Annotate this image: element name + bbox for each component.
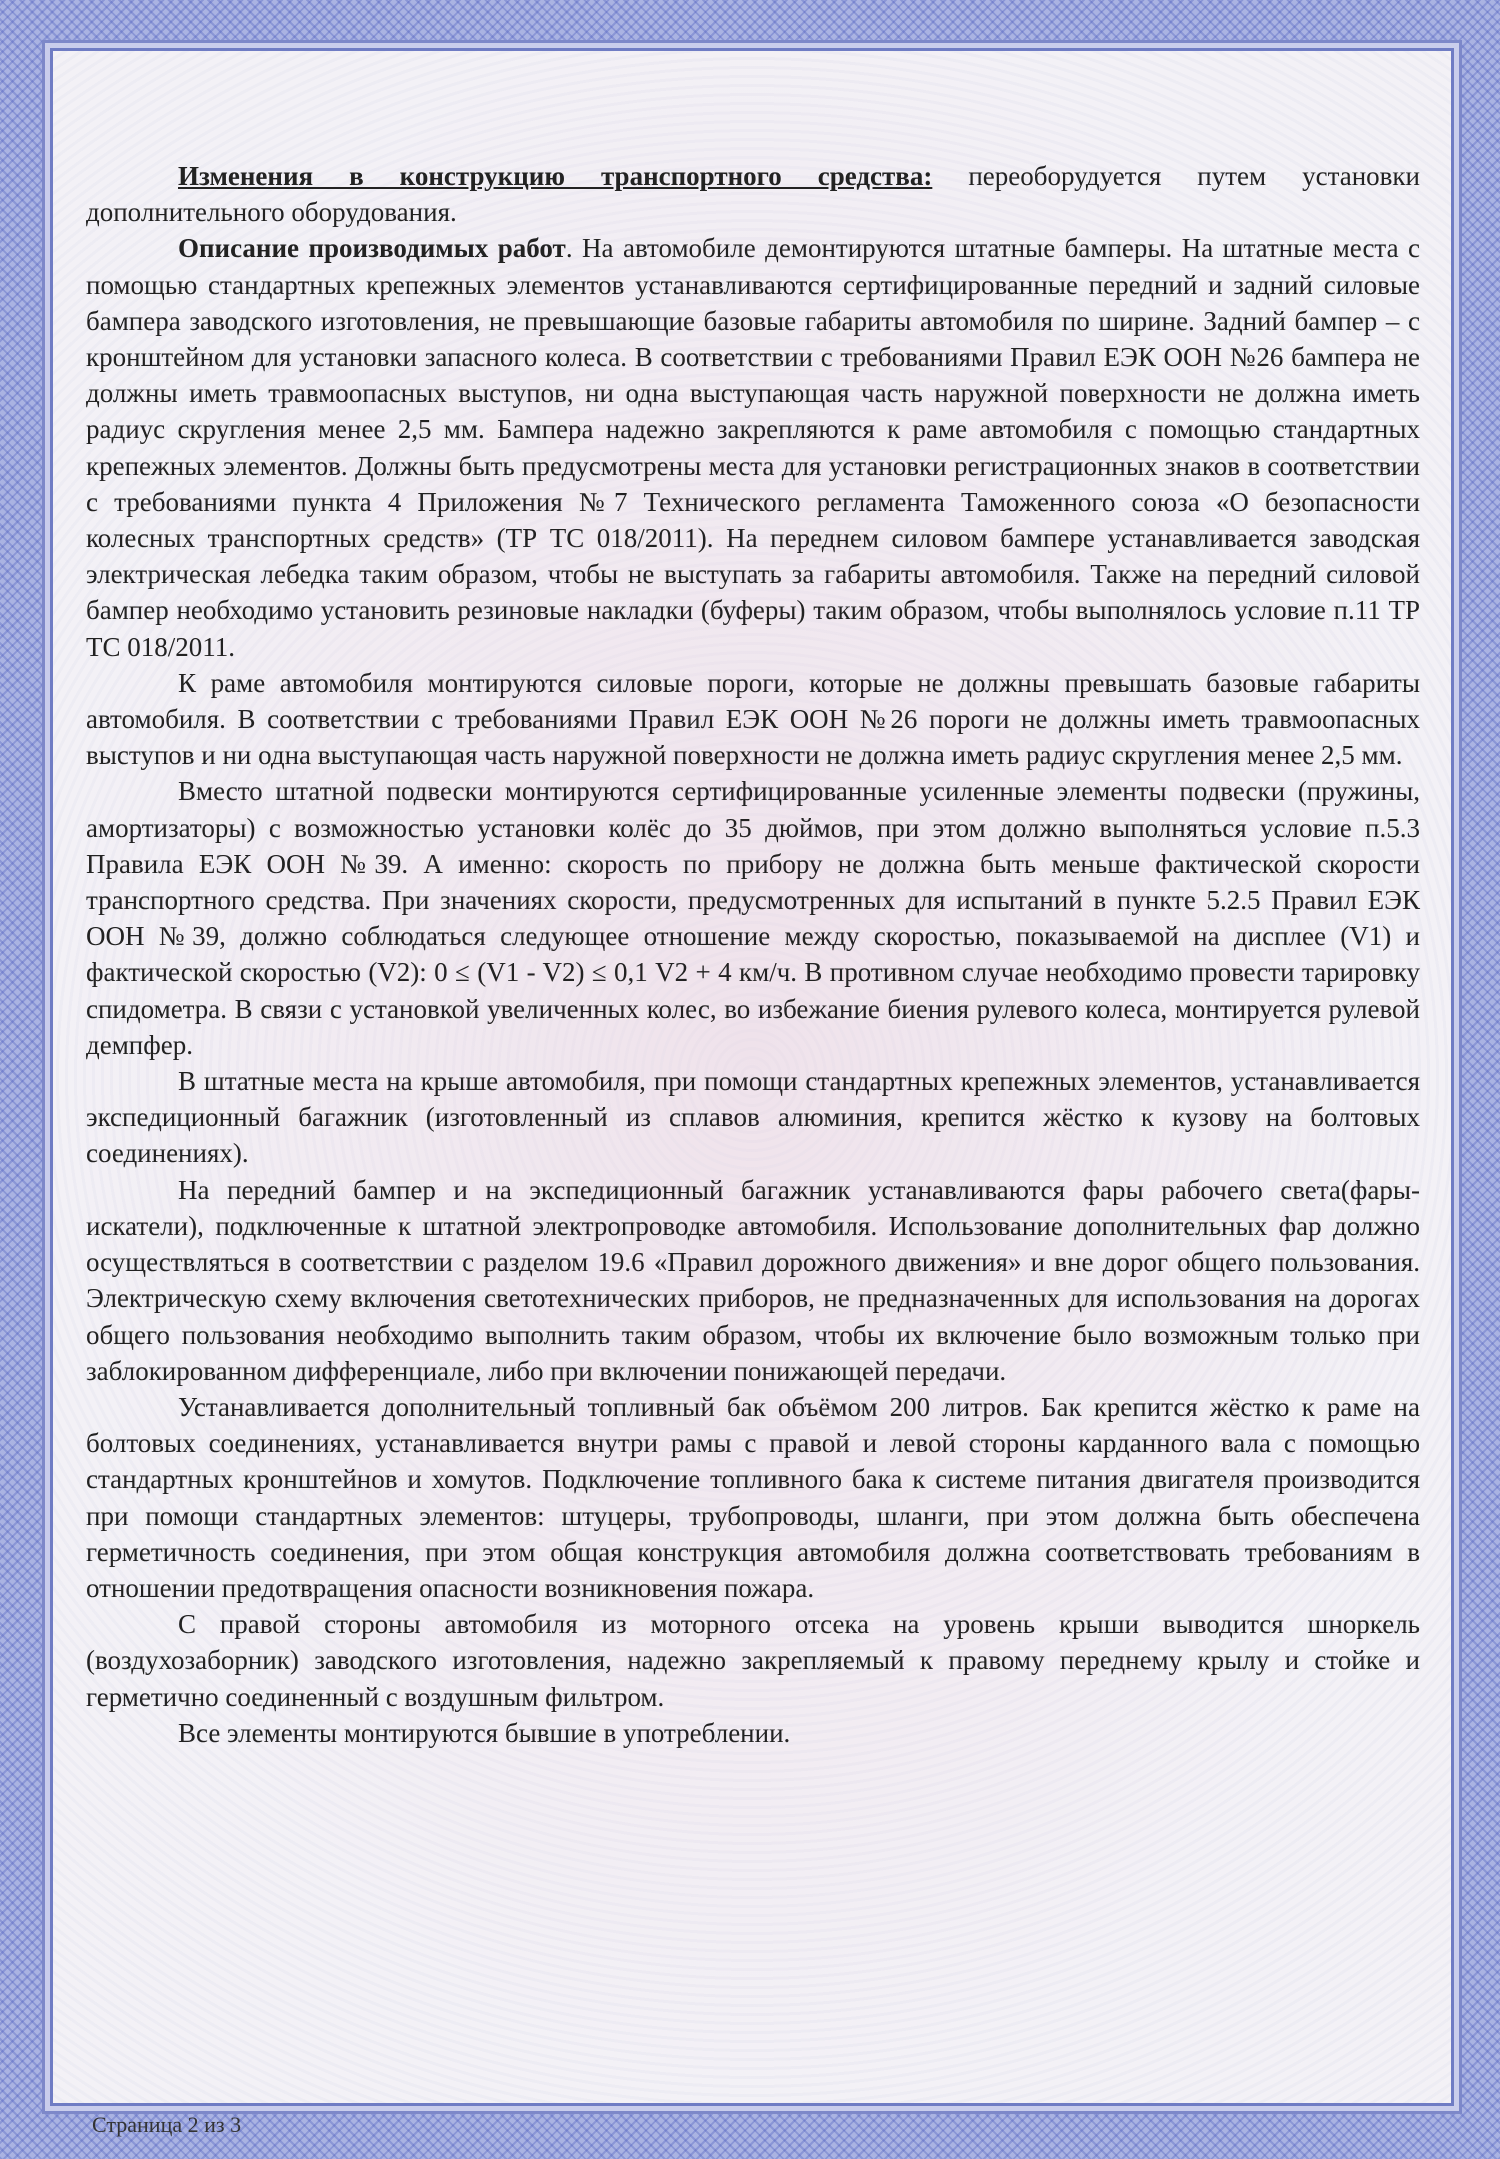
paragraph-text: Вместо штатной подвески монтируются сертифицированные усиленные элементы подвески (пружины, амортизаторы) с возможностью установки колёс до 35 дюймов, при этом должно выполняться условие п.5.3 Правила ЕЭК ООН №39. А именно: скорость по прибору не должна быть меньше фактической скорости транспортного средства. При значениях скорости, предусмотренных для испытаний в пункте 5.2.5 Правил ЕЭК ООН №39, должно соблюдаться следующее отношение между скоростью, показываемой на дисплее (V1) и фактической скоростью (V2): 0 ≤ (V1 - V2) ≤ 0,1 V2 + 4 км/ч. В противном случае необходимо провести тарировку спидометра. В связи с установкой увеличенных колес, во избежание биения рулевого колеса, монтируется рулевой демпфер. <box>86 776 1420 1060</box>
paragraph-text: переоборудуется путем установки дополнительного оборудования. <box>86 161 1420 228</box>
paragraph <box>86 1389 1420 1606</box>
paragraph <box>86 1063 1420 1172</box>
body-text <box>86 158 1420 1751</box>
paragraph <box>86 1606 1420 1715</box>
paragraph-text: С правой стороны автомобиля из моторного отсека на уровень крыши выводится шноркель (воздухозаборник) заводского изготовления, надежно закрепляемый к правому переднему крылу и стойке и герметично соединенный с воздушным фильтром. <box>86 1609 1420 1712</box>
paragraph <box>86 230 1420 664</box>
paragraph-text: В штатные места на крыше автомобиля, при помощи стандартных крепежных элементов, устанавливается экспедиционный багажник (изготовленный из сплавов алюминия, крепится жёстко к кузову на болтовых соединениях). <box>86 1066 1420 1169</box>
paragraph <box>86 773 1420 1063</box>
paragraph <box>86 665 1420 774</box>
paragraph-text: К раме автомобиля монтируются силовые пороги, которые не должны превышать базовые габариты автомобиля. В соответствии с требованиями Правил ЕЭК ООН №26 пороги не должны иметь травмоопасных выступов и ни одна выступающая часть наружной поверхности не должна иметь радиус скругления менее 2,5 мм. <box>86 667 1420 771</box>
paragraph <box>86 158 1420 230</box>
paragraph-text: Устанавливается дополнительный топливный бак объёмом 200 литров. Бак крепится жёстко к раме на болтовых соединениях, устанавливается внутри рамы с правой и левой стороны карданного вала с помощью стандартных кронштейнов и хомутов. Подключение топливного бака к системе питания двигателя производится при помощи стандартных элементов: штуцеры, трубопроводы, шланги, при этом должна быть обеспечена герметичность соединения, при этом общая конструкция автомобиля должна соответствовать требованиям в отношении предотвращения опасности возникновения пожара. <box>86 1391 1420 1603</box>
section-heading: Изменения в конструкцию транспортного средства: <box>178 161 933 191</box>
paragraph-text: Все элементы монтируются бывшие в употреблении. <box>178 1717 791 1748</box>
paragraph <box>86 1715 1420 1751</box>
section-heading: Описание производимых работ <box>178 233 566 264</box>
page-number: Страница 2 из 3 <box>92 2112 242 2137</box>
paragraph <box>86 1172 1420 1389</box>
paragraph-text: На передний бампер и на экспедиционный багажник устанавливаются фары рабочего света(фары-искатели), подключенные к штатной электропроводке автомобиля. Использование дополнительных фар должно осуществляться в соответствии с разделом 19.6 «Правил дорожного движения» и вне дорог общего пользования. Электрическую схему включения светотехнических приборов, не предназначенных для использования на дорогах общего пользования необходимо выполнить таким образом, чтобы их включение было возможным только при заблокированном дифференциале, либо при включении понижающей передачи. <box>86 1174 1420 1386</box>
paragraph-text: . На автомобиле демонтируются штатные бамперы. На штатные места с помощью стандартных крепежных элементов устанавливаются сертифицированные передний и задний силовые бампера заводского изготовления, не превышающие базовые габариты автомобиля по ширине. Задний бампер – с кронштейном для установки запасного колеса. В соответствии с требованиями Правил ЕЭК ООН №26 бампера не должны иметь травмоопасных выступов, ни одна выступающая часть наружной поверхности не должна иметь радиус скругления менее 2,5 мм. Бампера надежно закрепляются к раме автомобиля с помощью стандартных крепежных элементов. Должны быть предусмотрены места для установки регистрационных знаков в соответствии с требованиями пункта 4 Приложения №7 Технического регламента Таможенного союза «О безопасности колесных транспортных средств» (ТР ТС 018/2011). На переднем силовом бампере устанавливается заводская электрическая лебедка таким образом, чтобы не выступать за габариты автомобиля. Также на передний силовой бампер необходимо установить резиновые накладки (буферы) таким образом, чтобы выполнялось условие п.11 ТР ТС 018/2011. <box>86 233 1420 662</box>
